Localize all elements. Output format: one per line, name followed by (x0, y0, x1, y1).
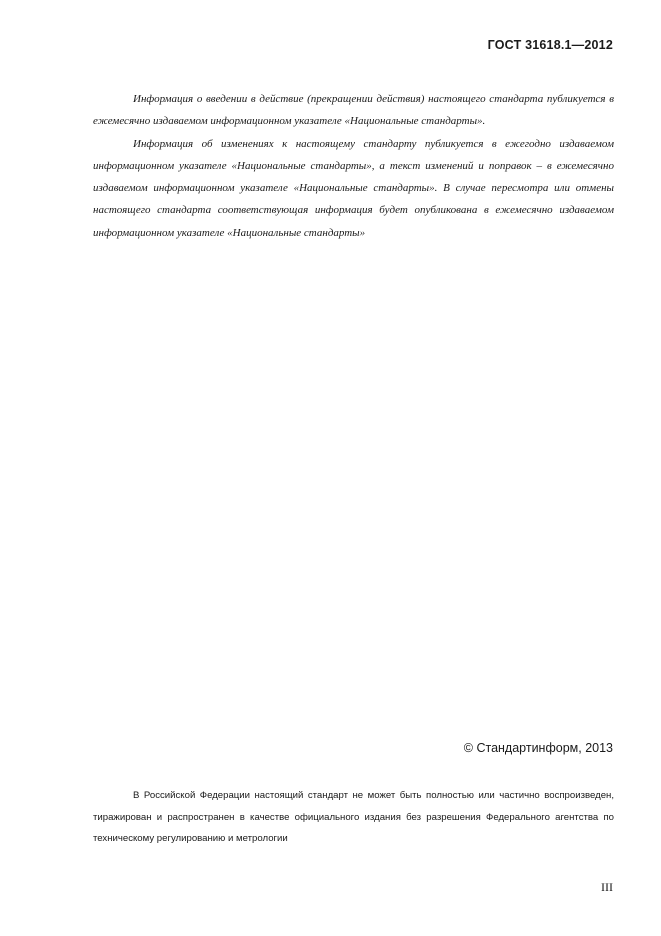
reproduction-notice (93, 785, 614, 850)
publication-info-block (93, 88, 614, 244)
info-paragraph-introduction: Информация о введении в действие (прекращении действия) настоящего стандарта публикуется в ежемесячно издаваемом информационном указателе «Национальные стандарты». (93, 93, 614, 128)
standard-code-header: ГОСТ 31618.1—2012 (487, 38, 613, 52)
copyright-notice: © Стандартинформ, 2013 (463, 741, 613, 755)
info-paragraph-amendments: Информация об изменениях к настоящему стандарту публикуется в ежегодно издаваемом информационном указателе «Национальные стандарты», а текст изменений и поправок – в ежемесячно издаваемом информационном указателе «Национальные стандарты». В случае пересмотра или отмены настоящего стандарта соответствующая информация будет опубликована в ежемесячно издаваемом информационном указателе «Национальные стандарты» (93, 137, 614, 239)
reproduction-notice-text: В Российской Федерации настоящий стандарт не может быть полностью или частично воспроизведен, тиражирован и распространен в качестве официального издания без разрешения Федерального агентства по техническому регулированию и метрологии (93, 790, 614, 844)
page-number: III (601, 880, 613, 894)
